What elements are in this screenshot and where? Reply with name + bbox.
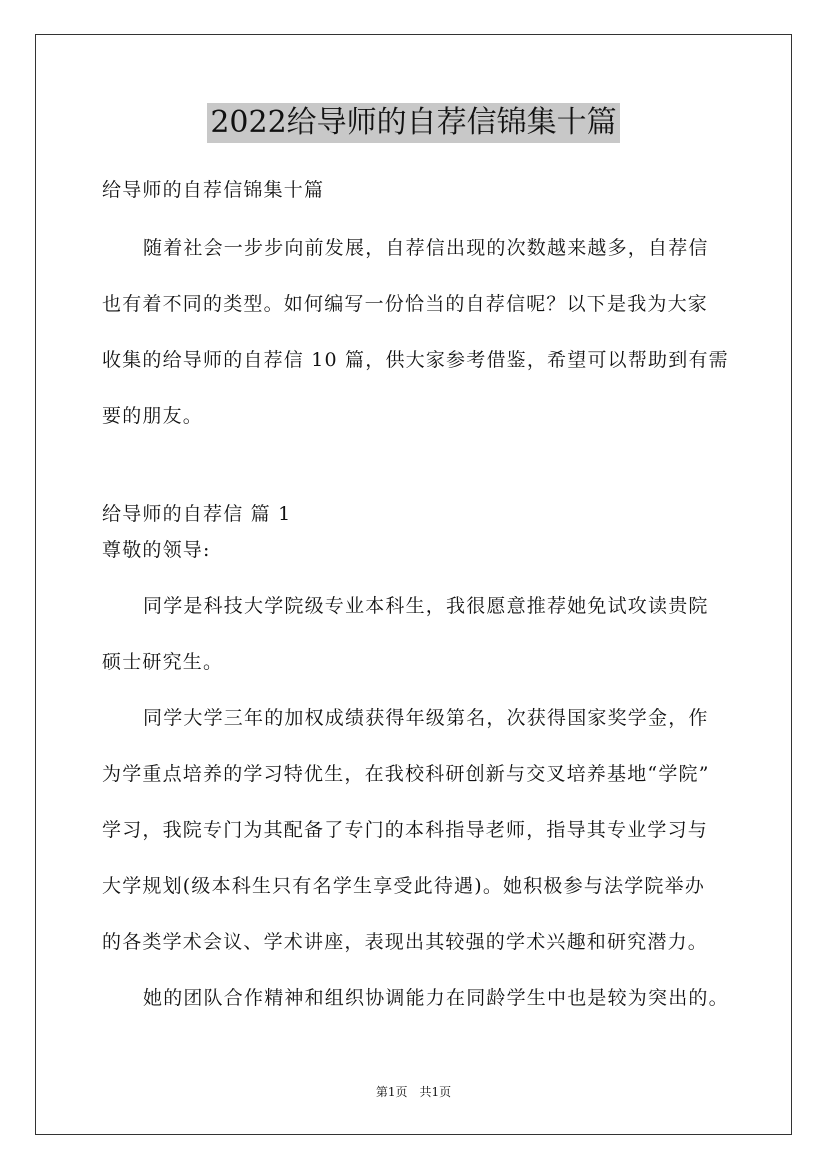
intro-line-1: 随着社会一步步向前发展，自荐信出现的次数越来越多，自荐信: [143, 237, 709, 259]
para3-line-1: 她的团队合作精神和组织协调能力在同龄学生中也是较为突出的。: [143, 987, 729, 1009]
subtitle: 给导师的自荐信锦集十篇: [102, 179, 325, 201]
intro-line-4: 要的朋友。: [102, 405, 204, 427]
para2-line-5: 的各类学术会议、学术讲座，表现出其较强的学术兴趣和研究潜力。: [102, 931, 709, 953]
document-title: 2022给导师的自荐信锦集十篇: [207, 103, 619, 143]
para1-line-2: 硕士研究生。: [102, 651, 224, 673]
section-heading: 给导师的自荐信 篇 1: [102, 503, 292, 525]
document-body: [102, 172, 727, 1026]
page-footer: 第1页 共1页: [375, 1085, 452, 1099]
para2-line-4: 大学规划(级本科生只有名学生享受此待遇)。她积极参与法学院举办: [102, 875, 706, 897]
title-wrap: [0, 103, 827, 143]
para2-line-2: 为学重点培养的学习特优生，在我校科研创新与交叉培养基地“学院”: [102, 763, 710, 785]
para1-line-1: 同学是科技大学院级专业本科生，我很愿意推荐她免试攻读贵院: [143, 595, 709, 617]
intro-line-3: 收集的给导师的自荐信 10 篇，供大家参考借鉴，希望可以帮助到有需: [102, 349, 729, 371]
para2-line-1: 同学大学三年的加权成绩获得年级第名，次获得国家奖学金，作: [143, 707, 709, 729]
para2-line-3: 学习，我院专门为其配备了专门的本科指导老师，指导其专业学习与: [102, 819, 709, 841]
intro-line-2: 也有着不同的类型。如何编写一份恰当的自荐信呢？以下是我为大家: [102, 293, 709, 315]
salutation: 尊敬的领导:: [102, 539, 211, 561]
spacer: [102, 444, 727, 496]
